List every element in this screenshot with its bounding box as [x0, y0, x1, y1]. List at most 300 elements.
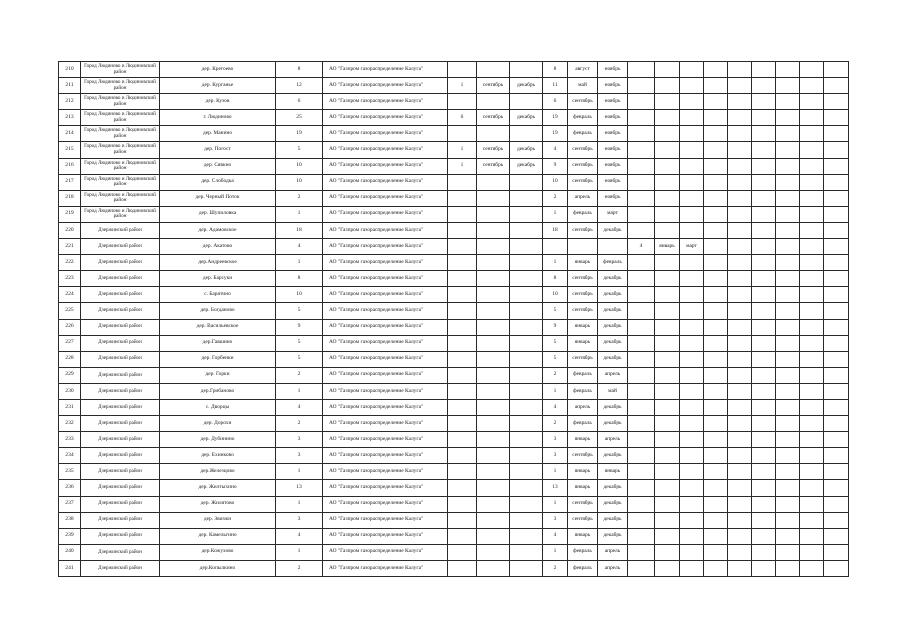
empty-cell: [776, 222, 800, 238]
empty-cell: [776, 190, 800, 206]
count-cell: 18: [276, 222, 323, 238]
group-c-count-cell: [628, 303, 655, 319]
empty-cell: [800, 222, 824, 238]
empty-cell: [824, 206, 849, 222]
group-b-start-month-cell: февраль: [568, 383, 598, 399]
group-a-end-month-cell: [510, 190, 543, 206]
group-a-count-cell: [448, 126, 477, 142]
empty-cell: [728, 158, 752, 174]
empty-cell: [752, 383, 776, 399]
empty-cell: [728, 62, 752, 78]
count-cell: 2: [276, 190, 323, 206]
group-a-count-cell: [448, 544, 477, 560]
group-a-count-cell: [448, 560, 477, 576]
table-row: [59, 480, 849, 496]
group-a-count-cell: [448, 287, 477, 303]
group-c-count-cell: [628, 62, 655, 78]
empty-cell: [752, 142, 776, 158]
empty-cell: [824, 351, 849, 367]
organization-cell: АО "Газпром газораспределение Калуга": [323, 560, 448, 576]
organization-cell: АО "Газпром газораспределение Калуга": [323, 62, 448, 78]
group-c-end-month-cell: [680, 142, 704, 158]
organization-cell: АО "Газпром газораспределение Калуга": [323, 335, 448, 351]
group-a-start-month-cell: сентябрь: [477, 158, 510, 174]
group-a-end-month-cell: декабрь: [510, 78, 543, 94]
district-cell: Город Людиново и Людиновский район: [81, 126, 160, 142]
group-a-start-month-cell: [477, 383, 510, 399]
empty-cell: [704, 480, 728, 496]
group-c-start-month-cell: [655, 319, 680, 335]
count-cell: 5: [276, 303, 323, 319]
district-cell: Город Людиново и Людиновский район: [81, 62, 160, 78]
empty-cell: [728, 367, 752, 383]
group-b-start-month-cell: январь: [568, 319, 598, 335]
row-number-cell: 227: [59, 335, 81, 351]
district-cell: Город Людиново и Людиновский район: [81, 158, 160, 174]
empty-cell: [800, 190, 824, 206]
organization-cell: АО "Газпром газораспределение Калуга": [323, 383, 448, 399]
empty-cell: [776, 239, 800, 255]
empty-cell: [752, 126, 776, 142]
empty-cell: [824, 399, 849, 415]
group-b-count-cell: 5: [543, 335, 568, 351]
group-c-end-month-cell: [680, 158, 704, 174]
group-c-count-cell: [628, 544, 655, 560]
group-b-end-month-cell: ноябрь: [598, 110, 628, 126]
group-a-start-month-cell: сентябрь: [477, 78, 510, 94]
district-cell: Дзержинский район: [81, 544, 160, 560]
group-c-start-month-cell: [655, 432, 680, 448]
group-b-start-month-cell: январь: [568, 528, 598, 544]
group-c-end-month-cell: [680, 335, 704, 351]
group-c-start-month-cell: [655, 303, 680, 319]
organization-cell: АО "Газпром газораспределение Калуга": [323, 351, 448, 367]
organization-cell: АО "Газпром газораспределение Калуга": [323, 255, 448, 271]
group-a-start-month-cell: [477, 367, 510, 383]
count-cell: 10: [276, 174, 323, 190]
empty-cell: [728, 94, 752, 110]
row-number-cell: 232: [59, 416, 81, 432]
group-a-start-month-cell: [477, 544, 510, 560]
empty-cell: [800, 255, 824, 271]
group-c-end-month-cell: [680, 432, 704, 448]
empty-cell: [728, 222, 752, 238]
group-c-start-month-cell: [655, 351, 680, 367]
count-cell: 2: [276, 416, 323, 432]
group-b-start-month-cell: апрель: [568, 190, 598, 206]
group-b-start-month-cell: январь: [568, 335, 598, 351]
empty-cell: [776, 464, 800, 480]
group-c-start-month-cell: [655, 158, 680, 174]
organization-cell: АО "Газпром газораспределение Калуга": [323, 480, 448, 496]
group-a-start-month-cell: [477, 62, 510, 78]
group-b-count-cell: 6: [543, 94, 568, 110]
empty-cell: [704, 383, 728, 399]
group-a-start-month-cell: [477, 480, 510, 496]
empty-cell: [728, 464, 752, 480]
group-b-end-month-cell: декабрь: [598, 448, 628, 464]
group-a-end-month-cell: [510, 271, 543, 287]
group-b-count-cell: 2: [543, 367, 568, 383]
empty-cell: [800, 432, 824, 448]
empty-cell: [728, 448, 752, 464]
row-number-cell: 219: [59, 206, 81, 222]
group-b-end-month-cell: апрель: [598, 432, 628, 448]
empty-cell: [728, 78, 752, 94]
empty-cell: [752, 528, 776, 544]
empty-cell: [728, 271, 752, 287]
group-c-count-cell: [628, 319, 655, 335]
organization-cell: АО "Газпром газораспределение Калуга": [323, 206, 448, 222]
empty-cell: [752, 448, 776, 464]
group-a-start-month-cell: [477, 496, 510, 512]
group-a-start-month-cell: [477, 190, 510, 206]
group-a-start-month-cell: [477, 255, 510, 271]
group-a-end-month-cell: декабрь: [510, 142, 543, 158]
group-c-count-cell: [628, 512, 655, 528]
group-c-start-month-cell: [655, 142, 680, 158]
group-c-start-month-cell: [655, 271, 680, 287]
district-cell: Дзержинский район: [81, 496, 160, 512]
group-b-count-cell: 4: [543, 142, 568, 158]
empty-cell: [704, 432, 728, 448]
group-a-start-month-cell: [477, 351, 510, 367]
empty-cell: [776, 480, 800, 496]
district-cell: Дзержинский район: [81, 383, 160, 399]
empty-cell: [824, 367, 849, 383]
count-cell: 5: [276, 335, 323, 351]
group-b-count-cell: 1: [543, 206, 568, 222]
row-number-cell: 225: [59, 303, 81, 319]
empty-cell: [728, 303, 752, 319]
group-c-end-month-cell: [680, 399, 704, 415]
group-b-end-month-cell: ноябрь: [598, 174, 628, 190]
empty-cell: [800, 126, 824, 142]
empty-cell: [824, 174, 849, 190]
organization-cell: АО "Газпром газораспределение Калуга": [323, 287, 448, 303]
group-c-start-month-cell: [655, 464, 680, 480]
settlement-cell: дер. Дорохи: [160, 416, 276, 432]
group-b-count-cell: 3: [543, 432, 568, 448]
empty-cell: [776, 110, 800, 126]
district-cell: Дзержинский район: [81, 239, 160, 255]
count-cell: 25: [276, 110, 323, 126]
settlement-cell: дер. Манино: [160, 126, 276, 142]
group-b-start-month-cell: февраль: [568, 544, 598, 560]
group-b-end-month-cell: декабрь: [598, 271, 628, 287]
table-row: [59, 383, 849, 399]
settlement-cell: г. Людиново: [160, 110, 276, 126]
group-b-count-cell: 3: [543, 448, 568, 464]
row-number-cell: 241: [59, 560, 81, 576]
group-b-start-month-cell: февраль: [568, 110, 598, 126]
count-cell: 6: [276, 94, 323, 110]
group-b-count-cell: 9: [543, 319, 568, 335]
group-a-end-month-cell: декабрь: [510, 110, 543, 126]
empty-cell: [728, 190, 752, 206]
empty-cell: [776, 528, 800, 544]
empty-cell: [824, 78, 849, 94]
row-number-cell: 220: [59, 222, 81, 238]
group-b-end-month-cell: декабрь: [598, 399, 628, 415]
group-b-count-cell: 19: [543, 126, 568, 142]
district-cell: Дзержинский район: [81, 303, 160, 319]
settlement-cell: дер. Слободка: [160, 174, 276, 190]
organization-cell: АО "Газпром газораспределение Калуга": [323, 142, 448, 158]
group-a-count-cell: [448, 512, 477, 528]
settlement-cell: дер. Горки: [160, 367, 276, 383]
empty-cell: [752, 335, 776, 351]
empty-cell: [776, 351, 800, 367]
group-c-end-month-cell: [680, 303, 704, 319]
row-number-cell: 221: [59, 239, 81, 255]
group-a-start-month-cell: [477, 399, 510, 415]
group-b-count-cell: 5: [543, 303, 568, 319]
group-b-end-month-cell: ноябрь: [598, 190, 628, 206]
group-c-count-cell: [628, 222, 655, 238]
empty-cell: [752, 174, 776, 190]
group-b-end-month-cell: ноябрь: [598, 62, 628, 78]
empty-cell: [752, 480, 776, 496]
empty-cell: [800, 367, 824, 383]
district-cell: Город Людиново и Людиновский район: [81, 78, 160, 94]
group-c-start-month-cell: [655, 480, 680, 496]
group-a-end-month-cell: [510, 448, 543, 464]
group-a-end-month-cell: [510, 335, 543, 351]
group-b-count-cell: 9: [543, 158, 568, 174]
empty-cell: [824, 544, 849, 560]
group-a-count-cell: [448, 62, 477, 78]
group-c-start-month-cell: [655, 335, 680, 351]
group-b-count-cell: 8: [543, 271, 568, 287]
table-body: [59, 62, 849, 577]
group-c-count-cell: [628, 271, 655, 287]
empty-cell: [824, 287, 849, 303]
row-number-cell: 240: [59, 544, 81, 560]
group-a-end-month-cell: [510, 496, 543, 512]
group-b-count-cell: 19: [543, 110, 568, 126]
row-number-cell: 211: [59, 78, 81, 94]
count-cell: 4: [276, 239, 323, 255]
empty-cell: [704, 206, 728, 222]
empty-cell: [776, 62, 800, 78]
empty-cell: [776, 174, 800, 190]
empty-cell: [800, 287, 824, 303]
group-b-start-month-cell: май: [568, 78, 598, 94]
empty-cell: [776, 255, 800, 271]
settlement-cell: дер. Барсуки: [160, 271, 276, 287]
empty-cell: [800, 480, 824, 496]
group-a-start-month-cell: [477, 528, 510, 544]
empty-cell: [800, 142, 824, 158]
empty-cell: [728, 512, 752, 528]
empty-cell: [704, 94, 728, 110]
empty-cell: [776, 319, 800, 335]
group-c-end-month-cell: [680, 383, 704, 399]
district-cell: Дзержинский район: [81, 255, 160, 271]
empty-cell: [728, 528, 752, 544]
empty-cell: [776, 544, 800, 560]
empty-cell: [800, 416, 824, 432]
group-b-start-month-cell: февраль: [568, 206, 598, 222]
empty-cell: [800, 174, 824, 190]
empty-cell: [704, 335, 728, 351]
empty-cell: [776, 367, 800, 383]
group-b-end-month-cell: апрель: [598, 367, 628, 383]
settlement-cell: дер. Васильевское: [160, 319, 276, 335]
group-b-count-cell: 1: [543, 544, 568, 560]
group-b-end-month-cell: февраль: [598, 255, 628, 271]
group-c-count-cell: [628, 367, 655, 383]
group-a-start-month-cell: сентябрь: [477, 142, 510, 158]
empty-cell: [704, 351, 728, 367]
group-c-end-month-cell: [680, 126, 704, 142]
group-c-count-cell: [628, 383, 655, 399]
empty-cell: [704, 464, 728, 480]
group-c-count-cell: [628, 480, 655, 496]
empty-cell: [800, 239, 824, 255]
group-c-start-month-cell: [655, 528, 680, 544]
row-number-cell: 235: [59, 464, 81, 480]
group-a-start-month-cell: [477, 416, 510, 432]
empty-cell: [704, 528, 728, 544]
count-cell: 10: [276, 287, 323, 303]
empty-cell: [824, 142, 849, 158]
group-c-end-month-cell: [680, 255, 704, 271]
table-row: [59, 94, 849, 110]
group-c-end-month-cell: [680, 78, 704, 94]
row-number-cell: 213: [59, 110, 81, 126]
empty-cell: [704, 78, 728, 94]
empty-cell: [752, 496, 776, 512]
group-b-count-cell: 4: [543, 399, 568, 415]
group-b-count-cell: 2: [543, 416, 568, 432]
group-a-count-cell: [448, 206, 477, 222]
group-b-start-month-cell: сентябрь: [568, 142, 598, 158]
organization-cell: АО "Газпром газораспределение Калуга": [323, 110, 448, 126]
empty-cell: [776, 383, 800, 399]
empty-cell: [704, 110, 728, 126]
empty-cell: [824, 158, 849, 174]
empty-cell: [752, 206, 776, 222]
data-table: [58, 61, 849, 577]
group-c-count-cell: [628, 416, 655, 432]
group-a-count-cell: [448, 399, 477, 415]
empty-cell: [704, 126, 728, 142]
settlement-cell: дер. Горбенки: [160, 351, 276, 367]
table-row: [59, 222, 849, 238]
district-cell: Дзержинский район: [81, 528, 160, 544]
empty-cell: [704, 62, 728, 78]
group-b-start-month-cell: сентябрь: [568, 303, 598, 319]
district-cell: Дзержинский район: [81, 480, 160, 496]
empty-cell: [800, 464, 824, 480]
group-a-end-month-cell: [510, 544, 543, 560]
group-a-start-month-cell: сентябрь: [477, 110, 510, 126]
table-row: [59, 126, 849, 142]
empty-cell: [800, 303, 824, 319]
empty-cell: [824, 239, 849, 255]
group-a-end-month-cell: [510, 512, 543, 528]
group-b-start-month-cell: сентябрь: [568, 174, 598, 190]
table-row: [59, 271, 849, 287]
group-c-count-cell: 4: [628, 239, 655, 255]
empty-cell: [728, 142, 752, 158]
empty-cell: [728, 560, 752, 576]
row-number-cell: 228: [59, 351, 81, 367]
group-c-count-cell: [628, 158, 655, 174]
empty-cell: [704, 287, 728, 303]
group-a-start-month-cell: [477, 448, 510, 464]
group-b-end-month-cell: ноябрь: [598, 158, 628, 174]
district-cell: Дзержинский район: [81, 399, 160, 415]
group-a-count-cell: [448, 383, 477, 399]
empty-cell: [752, 544, 776, 560]
group-c-count-cell: [628, 174, 655, 190]
empty-cell: [776, 287, 800, 303]
group-a-start-month-cell: [477, 287, 510, 303]
count-cell: 2: [276, 367, 323, 383]
group-c-start-month-cell: [655, 190, 680, 206]
empty-cell: [728, 287, 752, 303]
empty-cell: [824, 383, 849, 399]
row-number-cell: 215: [59, 142, 81, 158]
group-a-start-month-cell: [477, 271, 510, 287]
group-a-end-month-cell: [510, 319, 543, 335]
empty-cell: [776, 512, 800, 528]
district-cell: Дзержинский район: [81, 416, 160, 432]
empty-cell: [776, 158, 800, 174]
table-row: [59, 174, 849, 190]
group-c-start-month-cell: [655, 174, 680, 190]
group-a-end-month-cell: [510, 126, 543, 142]
count-cell: 8: [276, 271, 323, 287]
table-row: [59, 287, 849, 303]
empty-cell: [704, 190, 728, 206]
table-row: [59, 110, 849, 126]
group-b-count-cell: 2: [543, 560, 568, 576]
group-c-end-month-cell: [680, 62, 704, 78]
table-row: [59, 464, 849, 480]
district-cell: Город Людиново и Людиновский район: [81, 206, 160, 222]
group-c-count-cell: [628, 399, 655, 415]
empty-cell: [752, 110, 776, 126]
group-a-count-cell: [448, 190, 477, 206]
organization-cell: АО "Газпром газораспределение Калуга": [323, 158, 448, 174]
group-c-count-cell: [628, 432, 655, 448]
settlement-cell: дер.Кожухово: [160, 544, 276, 560]
group-c-start-month-cell: январь: [655, 239, 680, 255]
group-a-start-month-cell: [477, 239, 510, 255]
group-a-start-month-cell: [477, 303, 510, 319]
empty-cell: [704, 239, 728, 255]
empty-cell: [824, 62, 849, 78]
organization-cell: АО "Газпром газораспределение Калуга": [323, 399, 448, 415]
empty-cell: [800, 335, 824, 351]
settlement-cell: дер. Погост: [160, 142, 276, 158]
empty-cell: [752, 399, 776, 415]
group-b-end-month-cell: декабрь: [598, 335, 628, 351]
count-cell: 1: [276, 255, 323, 271]
group-b-count-cell: 18: [543, 222, 568, 238]
group-c-count-cell: [628, 496, 655, 512]
table-row: [59, 448, 849, 464]
empty-cell: [728, 126, 752, 142]
empty-cell: [776, 206, 800, 222]
empty-cell: [776, 560, 800, 576]
group-b-count-cell: 10: [543, 287, 568, 303]
settlement-cell: дер.Андреевское: [160, 255, 276, 271]
